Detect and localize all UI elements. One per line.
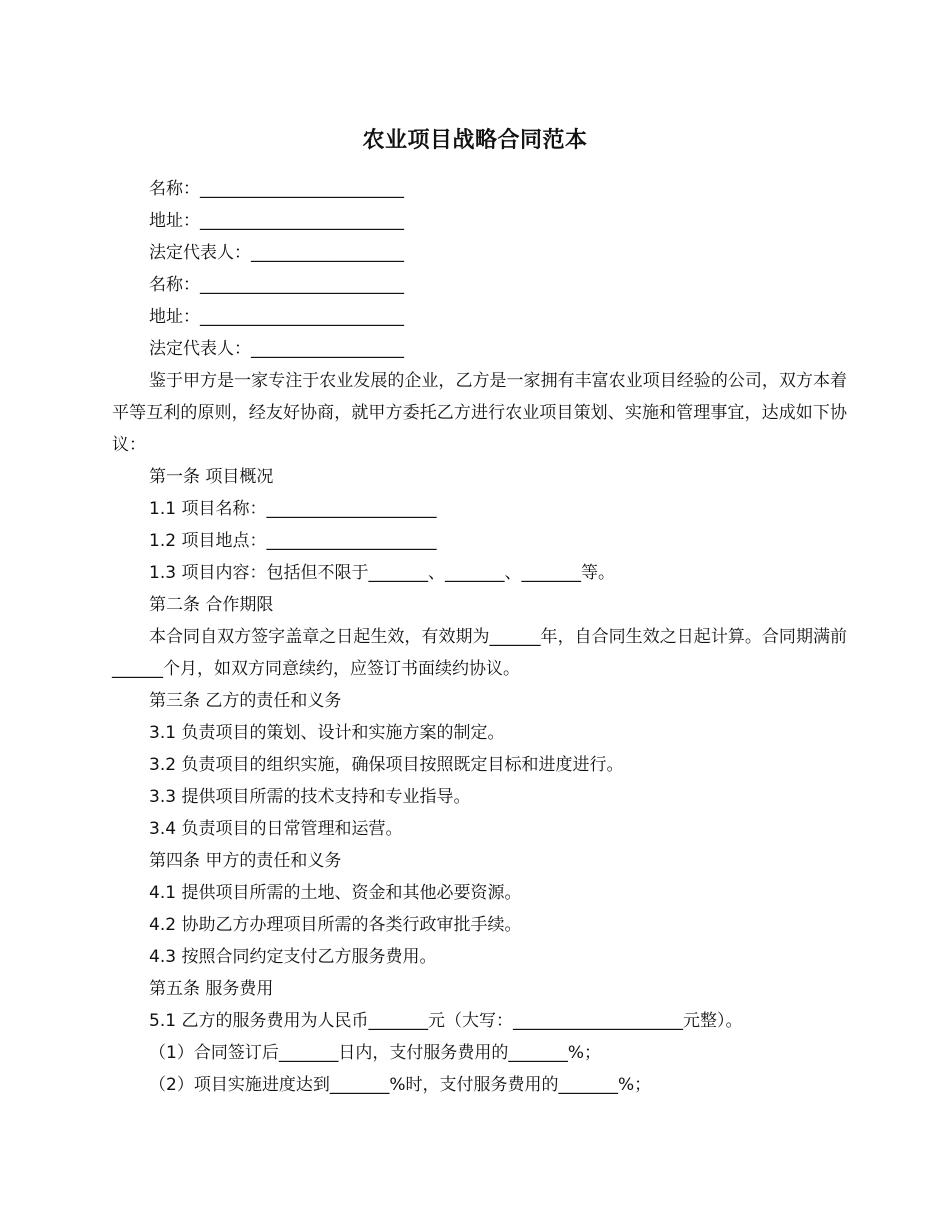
party-b-legal-rep: 法定代表人：__________________ (149, 339, 404, 359)
article-4-heading: 第四条 甲方的责任和义务 (149, 851, 342, 871)
party-b-name: 名称：________________________ (149, 275, 404, 295)
article-1-item-3: 1.3 项目内容：包括但不限于_______、_______、_______等。 (149, 563, 615, 583)
article-5-sub-1: （1）合同签订后_______日内，支付服务费用的_______%； (149, 1043, 601, 1063)
article-1-item-1: 1.1 项目名称：____________________ (149, 499, 437, 519)
article-4-item-1: 4.1 提供项目所需的土地、资金和其他必要资源。 (149, 883, 522, 903)
document-title: 农业项目战略合同范本 (362, 128, 588, 153)
preamble-paragraph: 鉴于甲方是一家专注于农业发展的企业，乙方是一家拥有丰富农业项目经验的公司，双方本着平等互利的原则，经友好协商，就甲方委托乙方进行农业项目策划、实施和管理事宜，达成如下协议： (112, 371, 847, 455)
article-2-text: 本合同自双方签字盖章之日起生效，有效期为______年，自合同生效之日起计算。合同期满前______个月，如双方同意续约，应签订书面续约协议。 (112, 627, 847, 679)
article-3-item-3: 3.3 提供项目所需的技术支持和专业指导。 (149, 787, 471, 807)
article-5-item-1: 5.1 乙方的服务费用为人民币_______元（大写：____________________元整）。 (149, 1011, 743, 1031)
party-a-address: 地址：________________________ (149, 211, 404, 231)
article-2-heading: 第二条 合作期限 (149, 595, 274, 615)
article-3-item-4: 3.4 负责项目的日常管理和运营。 (149, 819, 403, 839)
party-a-name: 名称：________________________ (149, 179, 404, 199)
party-a-legal-rep: 法定代表人：__________________ (149, 243, 404, 263)
article-1-item-2: 1.2 项目地点：____________________ (149, 531, 437, 551)
article-3-heading: 第三条 乙方的责任和义务 (149, 691, 342, 711)
document-body (112, 173, 847, 1101)
article-1-heading: 第一条 项目概况 (149, 467, 274, 487)
article-4-item-3: 4.3 按照合同约定支付乙方服务费用。 (149, 947, 437, 967)
article-4-item-2: 4.2 协助乙方办理项目所需的各类行政审批手续。 (149, 915, 522, 935)
party-b-address: 地址：________________________ (149, 307, 404, 327)
article-5-heading: 第五条 服务费用 (149, 979, 274, 999)
article-3-item-1: 3.1 负责项目的策划、设计和实施方案的制定。 (149, 723, 505, 743)
article-5-sub-2: （2）项目实施进度达到_______%时，支付服务费用的_______%； (149, 1075, 652, 1095)
article-3-item-2: 3.2 负责项目的组织实施，确保项目按照既定目标和进度进行。 (149, 755, 624, 775)
